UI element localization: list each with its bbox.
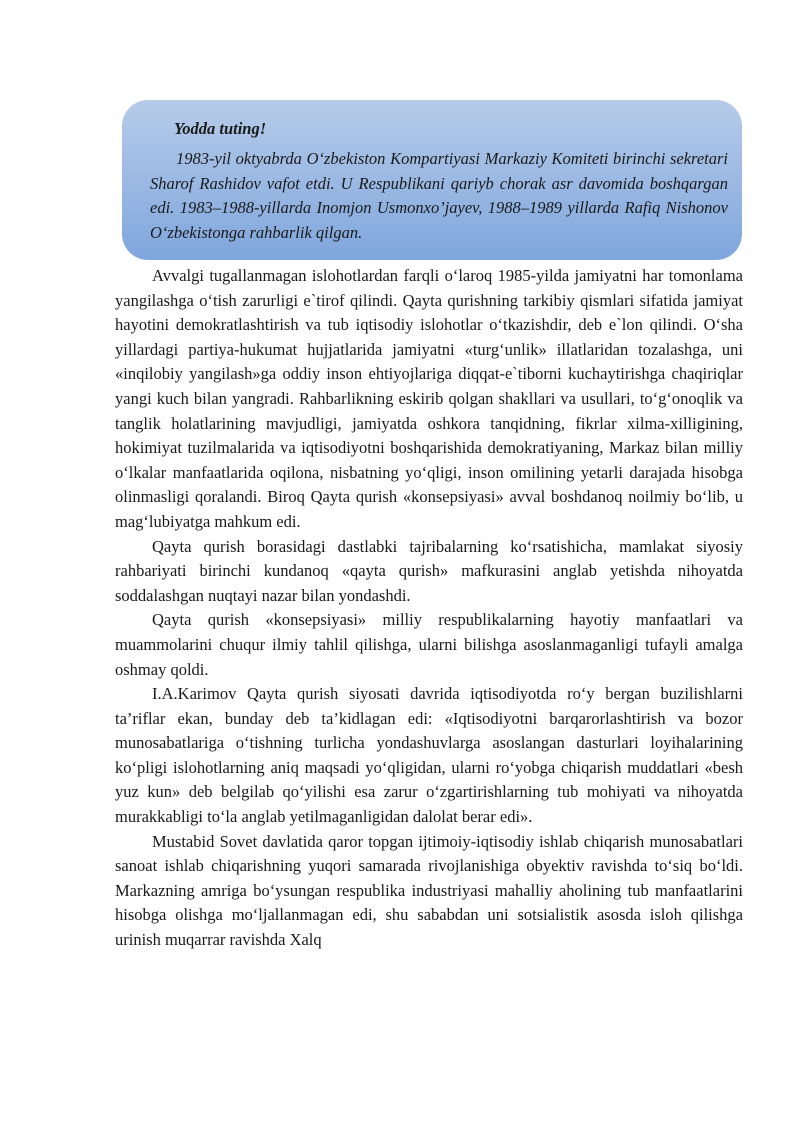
paragraph-1: Avvalgi tugallanmagan islohotlardan farqli o‘laroq 1985-yilda jamiyatni har tomonlama yangilashga o‘tish zarurligi e`tirof qilindi. Qayta qurishning tarkibiy qismlari sifatida jamiyat hayotini demokratlashtirish va tub iqtisodiy islohotlar o‘tkazishdir, deb e`lon qilindi. O‘sha yillardagi partiya-hukumat hujjatlarida jamiyatni «turg‘unlik» illatlaridan tozalashga, uni «inqilobiy yangilash»ga oddiy inson ehtiyojlariga diqqat-e`tiborni kuchaytirishga chaqiriqlar yangi kuch bilan yangradi. Rahbarlikning eskirib qolgan shakllari va usullari, to‘g‘onoqlik va tanglik holatlarining mavjudligi, jamiyatda oshkora tanqidning, fikrlar xilma-xilligining, hokimiyat tuzilmalarida va iqtisodiyotni boshqarishida demokratiyaning, Markaz bilan milliy o‘lkalar manfaatlarida oqilona, nisbatning yo‘qligi, inson omilining yetarli darajada hisobga olinmasligi qoralandi. Biroq Qayta qurish «konsepsiyasi» avval boshdanoq noilmiy bo‘lib, u mag‘lubiyatga mahkum edi. [115,266,743,531]
main-text [115,264,743,953]
reminder-title: Yodda tuting! [174,119,267,138]
reminder-text: 1983-yil oktyabrda O‘zbekiston Kompartiyasi Markaziy Komiteti birinchi sekretari Sharof Rashidov vafot etdi. U Respublikani qariyb chorak asr davomida boshqargan edi. 1983–1988-yillarda Inomjon Usmonxo’jayev, 1988–1989 yillarda Rafiq Nishonov O‘zbekistonga rahbarlik qilgan. [150,149,728,242]
paragraph-2: Qayta qurish borasidagi dastlabki tajribalarning ko‘rsatishicha, mamlakat siyosiy rahbariyati birinchi kundanoq «qayta qurish» mafkurasini anglab yetishda nihoyatda soddalashgan nuqtayi nazar bilan yondashdi. [115,536,743,605]
paragraph-4: I.A.Karimov Qayta qurish siyosati davrida iqtisodiyotda ro‘y bergan buzilishlarni ta’riflar ekan, bunday deb ta’kidlagan edi: «Iqtisodiyotni barqarorlashtirish va bozor munosabatlariga o‘tishning turlicha yondashuvlarga asoslangan dasturlari loyihalarining ko‘pligi islohotlarning aniq maqsadi yo‘qligidan, ularni ro‘yobga chiqarish muddatlari «besh yuz kun» deb belgilab qo‘yilishi esa zarur o‘zgartirishlarning tub mohiyati va nihoyatda murakkabligi to‘la anglab yetilmaganligidan dalolat berar edi». [115,684,743,827]
paragraph-5: Mustabid Sovet davlatida qaror topgan ijtimoiy-iqtisodiy ishlab chiqarish munosabatlari sanoat ishlab chiqarishning yuqori samarada rivojlanishiga obyektiv ravishda to‘siq bo‘ldi. Markazning amriga bo‘ysungan respublika industriyasi mahalliy aholining tub manfaatlarini hisobga olishga mo‘ljallanmagan edi, shu sababdan uni sotsialistik asosda isloh qilishga urinish muqarrar ravishda Xalq [115,831,743,950]
reminder-box [122,100,742,260]
paragraph-3: Qayta qurish «konsepsiyasi» milliy respublikalarning hayotiy manfaatlari va muammolarini chuqur ilmiy tahlil qilishga, ularni bilishga asoslanmaganligi tufayli amalga oshmay qoldi. [115,610,743,679]
